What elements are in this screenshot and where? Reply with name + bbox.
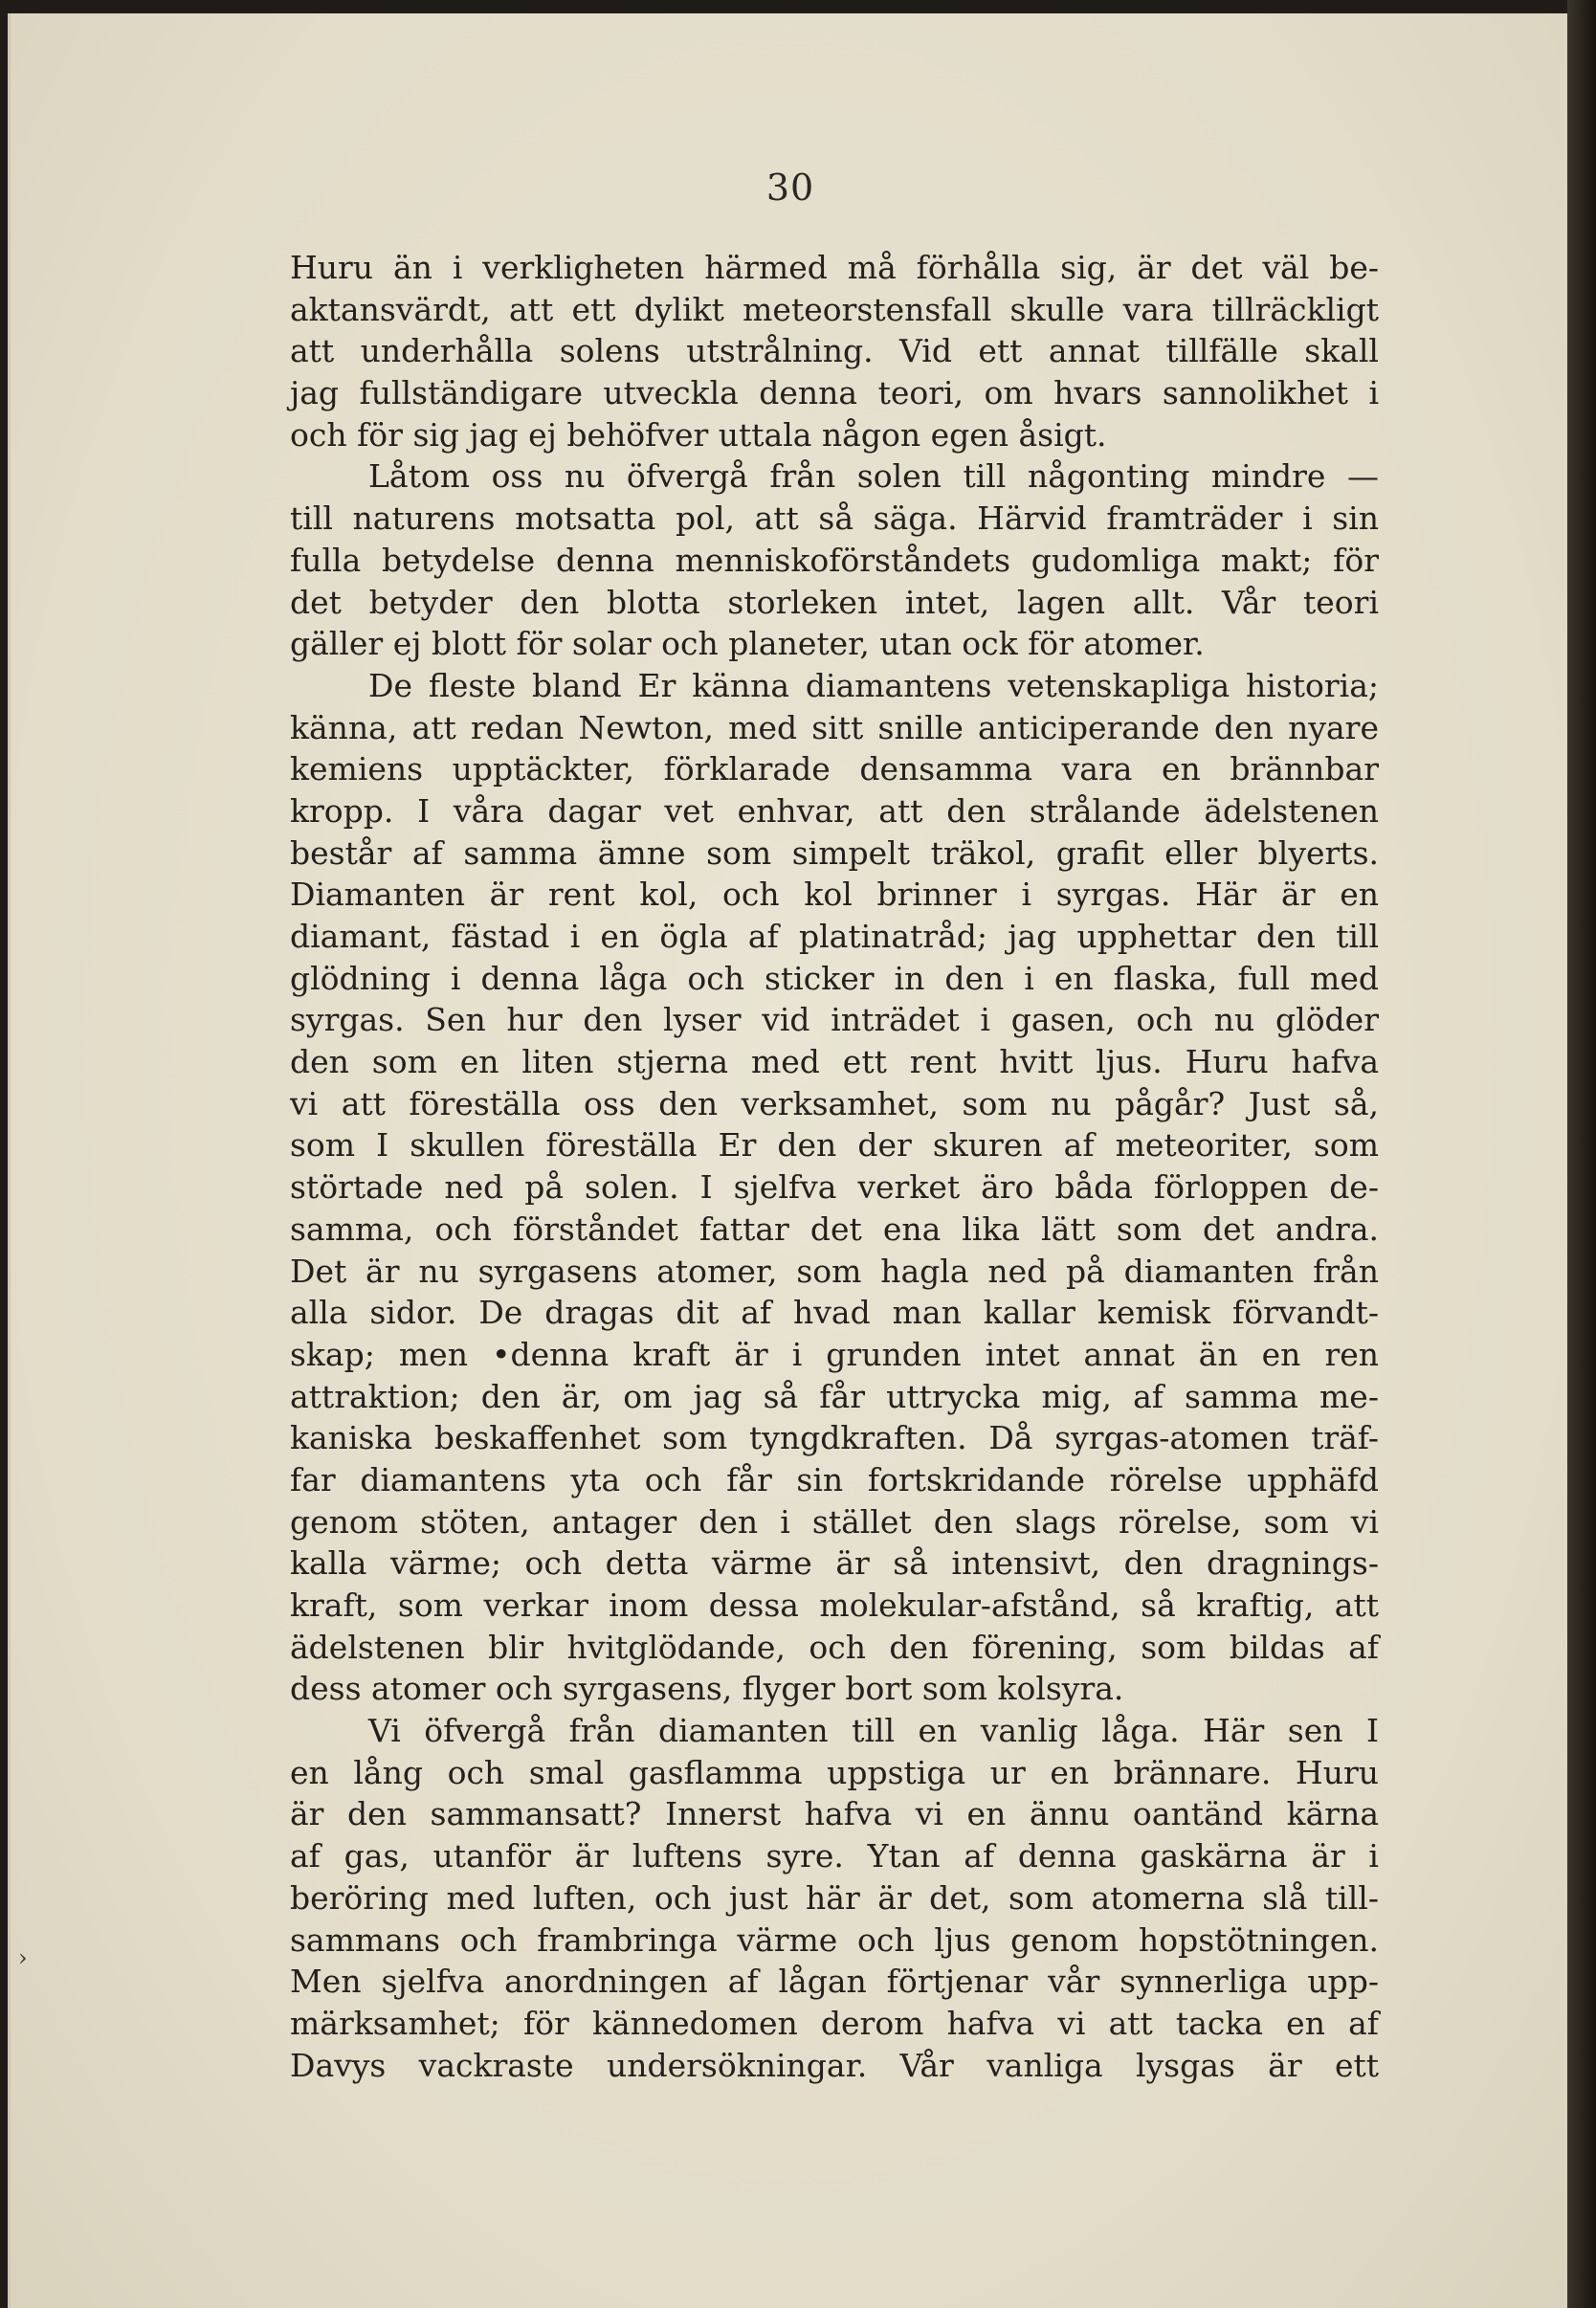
text-line: kaniska beskaffenhet som tyngdkraften. Då syrgas-atomen träf- [290, 1419, 1379, 1457]
text-line: diamant, fästad i en ögla af platinatråd; jag upphettar den till [290, 918, 1379, 955]
text-line: kraft, som verkar inom dessa molekular-afstånd, så kraftig, att [290, 1587, 1379, 1624]
text-line: Huru än i verkligheten härmed må förhålla sig, är det väl be- [290, 249, 1379, 286]
text-line: Diamanten är rent kol, och kol brinner i syrgas. Här är en [290, 876, 1379, 914]
text-line: genom stöten, antager den i stället den slags rörelse, som vi [290, 1502, 1379, 1541]
text-line: alla sidor. De dragas dit af hvad man kallar kemisk förvandt- [290, 1294, 1379, 1332]
book-page [8, 13, 1570, 2308]
page-number: 30 [765, 166, 815, 209]
margin-mark: › [18, 1944, 28, 1971]
text-line: störtade ned på solen. I sjelfva verket äro båda förloppen de- [290, 1168, 1379, 1207]
text-line: De fleste bland Er känna diamantens vetenskapliga historia; [368, 666, 1379, 704]
text-line: samma, och förståndet fattar det ena lika lätt som det andra. [290, 1209, 1379, 1248]
text-line: syrgas. Sen hur den lyser vid inträdet i gasen, och nu glöder [290, 1001, 1379, 1039]
text-line: som I skullen föreställa Er den der skuren af meteoriter, som [290, 1126, 1379, 1165]
text-line: sammans och frambringa värme och ljus genom hopstötningen. [290, 1920, 1379, 1959]
text-line: består af samma ämne som simpelt träkol, grafit eller blyerts. [290, 833, 1379, 872]
text-line: aktansvärdt, att ett dylikt meteorstensfall skulle vara tillräckligt [290, 290, 1379, 328]
text-line: Vi öfvergå från diamanten till en vanlig låga. Här sen I [368, 1712, 1379, 1750]
text-line: och för sig jag ej behöfver uttala någon egen åsigt. [290, 415, 1107, 454]
text-line: gäller ej blott för solar och planeter, utan ock för atomer. [290, 625, 1205, 663]
text-line: kemiens upptäckter, förklarade densamma vara en brännbar [290, 750, 1379, 788]
text-line: är den sammansatt? Innerst hafva vi en ännu oantänd kärna [290, 1795, 1379, 1833]
text-line: glödning i denna låga och sticker in den i en flaska, full med [290, 959, 1379, 997]
text-line: en lång och smal gasflamma uppstiga ur en brännare. Huru [290, 1753, 1379, 1791]
text-line: skap; men •denna kraft är i grunden intet annat än en ren [290, 1335, 1379, 1373]
text-line: af gas, utanför är luftens syre. Ytan af denna gaskärna är i [290, 1837, 1379, 1875]
text-line: beröring med luften, och just här är det, som atomerna slå till- [290, 1878, 1379, 1917]
text-line: den som en liten stjerna med ett rent hvitt ljus. Huru hafva [290, 1043, 1379, 1081]
text-line: Davys vackraste undersökningar. Vår vanliga lysgas är ett [290, 2046, 1379, 2084]
text-line: jag fullständigare utveckla denna teori, om hvars sannolikhet i [290, 374, 1379, 412]
text-line: far diamantens yta och får sin fortskridande rörelse upphäfd [290, 1460, 1379, 1498]
text-line: kalla värme; och detta värme är så intensivt, den dragnings- [290, 1544, 1379, 1583]
text-line: fulla betydelse denna menniskoförståndets gudomliga makt; för [290, 541, 1379, 579]
text-line: Låtom oss nu öfvergå från solen till någonting mindre — [368, 457, 1379, 496]
text-line: ädelstenen blir hvitglödande, och den förening, som bildas af [290, 1628, 1379, 1666]
text-line: känna, att redan Newton, med sitt snille anticiperande den nyare [290, 708, 1379, 746]
text-line: det betyder den blotta storleken intet, lagen allt. Vår teori [290, 583, 1379, 621]
text-line: kropp. I våra dagar vet enhvar, att den strålande ädelstenen [290, 791, 1379, 830]
text-line: märksamhet; för kännedomen derom hafva vi att tacka en af [290, 2004, 1379, 2042]
text-line: Det är nu syrgasens atomer, som hagla ned på diamanten från [290, 1252, 1379, 1290]
text-line: till naturens motsatta pol, att så säga. Härvid framträder i sin [290, 499, 1379, 538]
text-line: vi att föreställa oss den verksamhet, som nu pågår? Just så, [290, 1084, 1379, 1122]
text-line: att underhålla solens utstrålning. Vid ett annat tillfälle skall [290, 332, 1379, 370]
text-line: dess atomer och syrgasens, flyger bort som kolsyra. [290, 1670, 1124, 1708]
body-text [290, 247, 1379, 2086]
page-edge-shadow [1567, 0, 1596, 2308]
text-line: Men sjelfva anordningen af lågan förtjenar vår synnerliga upp- [290, 1963, 1379, 2001]
text-line: attraktion; den är, om jag så får uttrycka mig, af samma me- [290, 1377, 1379, 1415]
